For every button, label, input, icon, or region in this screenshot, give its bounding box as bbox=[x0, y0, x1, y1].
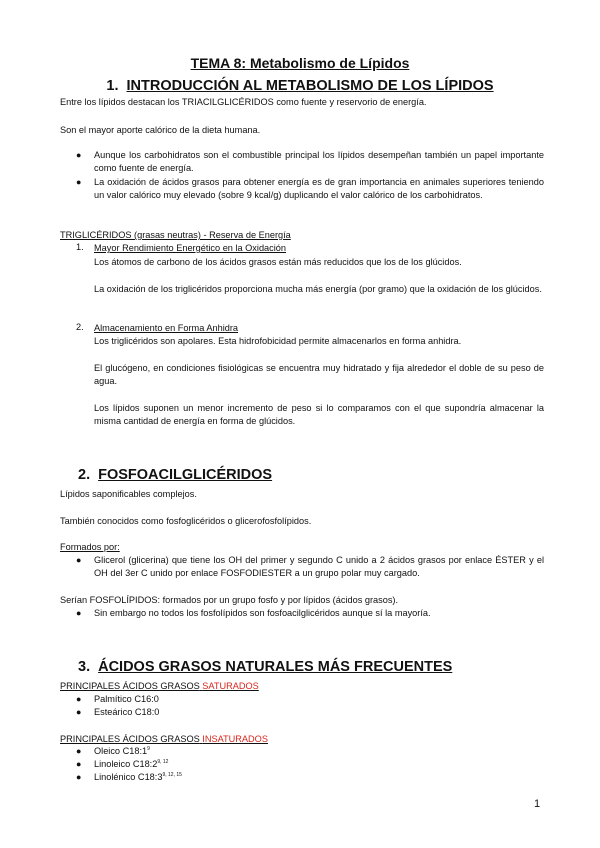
section-3-number: 3. bbox=[78, 659, 91, 675]
s2-formados-label: Formados por: bbox=[60, 542, 120, 552]
section-2-number: 2. bbox=[78, 467, 91, 483]
s3-saturado-item: Palmítico C16:0 bbox=[94, 694, 159, 704]
s1-item-2-paragraph-2: El glucógeno, en condiciones fisiológicas se encuentra muy hidratado y fija alrededor el doble de su peso de agua. bbox=[94, 363, 544, 386]
bullet-icon: ● bbox=[76, 150, 82, 160]
s2-paragraph-2: También conocidos como fosfoglicéridos o glicerofosfolípidos. bbox=[60, 516, 312, 526]
s1-bullet-1: Aunque los carbohidratos son el combustible principal los lípidos desempeñan también un papel importante como fuente de energía. bbox=[94, 150, 544, 173]
s3-insaturado-name: Linolénico C18:3 bbox=[94, 772, 163, 782]
section-1-heading bbox=[0, 78, 600, 94]
page-number: 1 bbox=[534, 798, 541, 810]
s1-item-1-number: 1. bbox=[76, 242, 84, 252]
section-1-title: INTRODUCCIÓN AL METABOLISMO DE LOS LÍPIDOS bbox=[126, 78, 494, 94]
bullet-icon: ● bbox=[76, 177, 82, 187]
s2-paragraph-3-bullet: Sin embargo no todos los fosfolípidos son fosfoacilglicéridos aunque sí la mayoría. bbox=[94, 608, 431, 618]
section-1-number: 1. bbox=[106, 78, 119, 94]
s3-insaturados-label-red: INSATURADOS bbox=[202, 734, 268, 744]
s1-item-1-title: Mayor Rendimiento Energético en la Oxidación bbox=[94, 243, 287, 253]
s2-formados-bullet: Glicerol (glicerina) que tiene los OH del primer y segundo C unido a 2 ácidos grasos por enlace ÉSTER y el OH del 3er C unido por enlace FOSFODIESTER a un grupo polar muy cargado. bbox=[94, 555, 544, 578]
s3-insaturado-item bbox=[94, 745, 150, 758]
s3-insaturados-label-prefix: PRINCIPALES ÁCIDOS GRASOS bbox=[60, 734, 200, 744]
s1-bullet-2: La oxidación de ácidos grasos para obtener energía es de gran importancia en animales superiores teniendo un valor calórico muy elevado (sobre 9 kcal/g) duplicando el valor calórico de los carbohidratos. bbox=[94, 177, 544, 200]
s1-paragraph-2: Son el mayor aporte calórico de la dieta humana. bbox=[60, 125, 261, 135]
s3-insaturado-item bbox=[94, 771, 182, 784]
s1-item-2-title: Almacenamiento en Forma Anhidra bbox=[94, 323, 239, 333]
s1-subheading: TRIGLICÉRIDOS (grasas neutras) - Reserva de Energía bbox=[60, 230, 291, 240]
s3-insaturados-label bbox=[60, 733, 268, 746]
s3-insaturado-name: Linoleico C18:2 bbox=[94, 759, 158, 769]
s1-paragraph-1: Entre los lípidos destacan los TRIACILGLICÉRIDOS como fuente y reservorio de energía. bbox=[60, 97, 427, 107]
document-title: TEMA 8: Metabolismo de Lípidos bbox=[190, 55, 410, 71]
bullet-icon: ● bbox=[76, 555, 82, 565]
s3-saturados-label bbox=[60, 680, 259, 693]
s3-insaturado-item bbox=[94, 758, 168, 771]
bullet-icon: ● bbox=[76, 694, 82, 704]
s3-insaturado-sup: 9 bbox=[147, 745, 150, 752]
section-2-title: FOSFOACILGLICÉRIDOS bbox=[98, 467, 273, 483]
s1-item-2-paragraph-1: Los triglicéridos son apolares. Esta hidrofobicidad permite almacenarlos en forma anhidra. bbox=[94, 336, 462, 346]
section-3-heading bbox=[78, 659, 452, 675]
section-2-heading bbox=[78, 467, 272, 483]
bullet-icon: ● bbox=[76, 746, 82, 756]
s2-paragraph-3: Serían FOSFOLÍPIDOS: formados por un grupo fosfo y por lípidos (ácidos grasos). bbox=[60, 595, 399, 605]
s3-saturado-item: Esteárico C18:0 bbox=[94, 707, 160, 717]
s2-paragraph-1: Lípidos saponificables complejos. bbox=[60, 489, 197, 499]
bullet-icon: ● bbox=[76, 772, 82, 782]
section-3-title: ÁCIDOS GRASOS NATURALES MÁS FRECUENTES bbox=[98, 659, 453, 675]
s1-item-1-paragraph-1: Los átomos de carbono de los ácidos grasos están más reducidos que los de los glúcidos. bbox=[94, 257, 462, 267]
bullet-icon: ● bbox=[76, 759, 82, 769]
bullet-icon: ● bbox=[76, 707, 82, 717]
s3-saturados-label-red: SATURADOS bbox=[202, 681, 259, 691]
s3-insaturado-name: Oleico C18:1 bbox=[94, 746, 148, 756]
s3-saturados-label-prefix: PRINCIPALES ÁCIDOS GRASOS bbox=[60, 681, 200, 691]
bullet-icon: ● bbox=[76, 608, 82, 618]
s3-insaturado-sup: 9, 12, 15 bbox=[162, 771, 182, 778]
s1-item-1-paragraph-2: La oxidación de los triglicéridos proporciona mucha más energía (por gramo) que la oxidación de los glúcidos. bbox=[94, 284, 542, 294]
s1-item-2-number: 2. bbox=[76, 322, 84, 332]
s1-item-2-paragraph-3: Los lípidos suponen un menor incremento de peso si lo comparamos con el que supondría almacenar la misma cantidad de energía en forma de glúcidos. bbox=[94, 403, 544, 426]
s3-insaturado-sup: 9, 12 bbox=[157, 758, 169, 765]
